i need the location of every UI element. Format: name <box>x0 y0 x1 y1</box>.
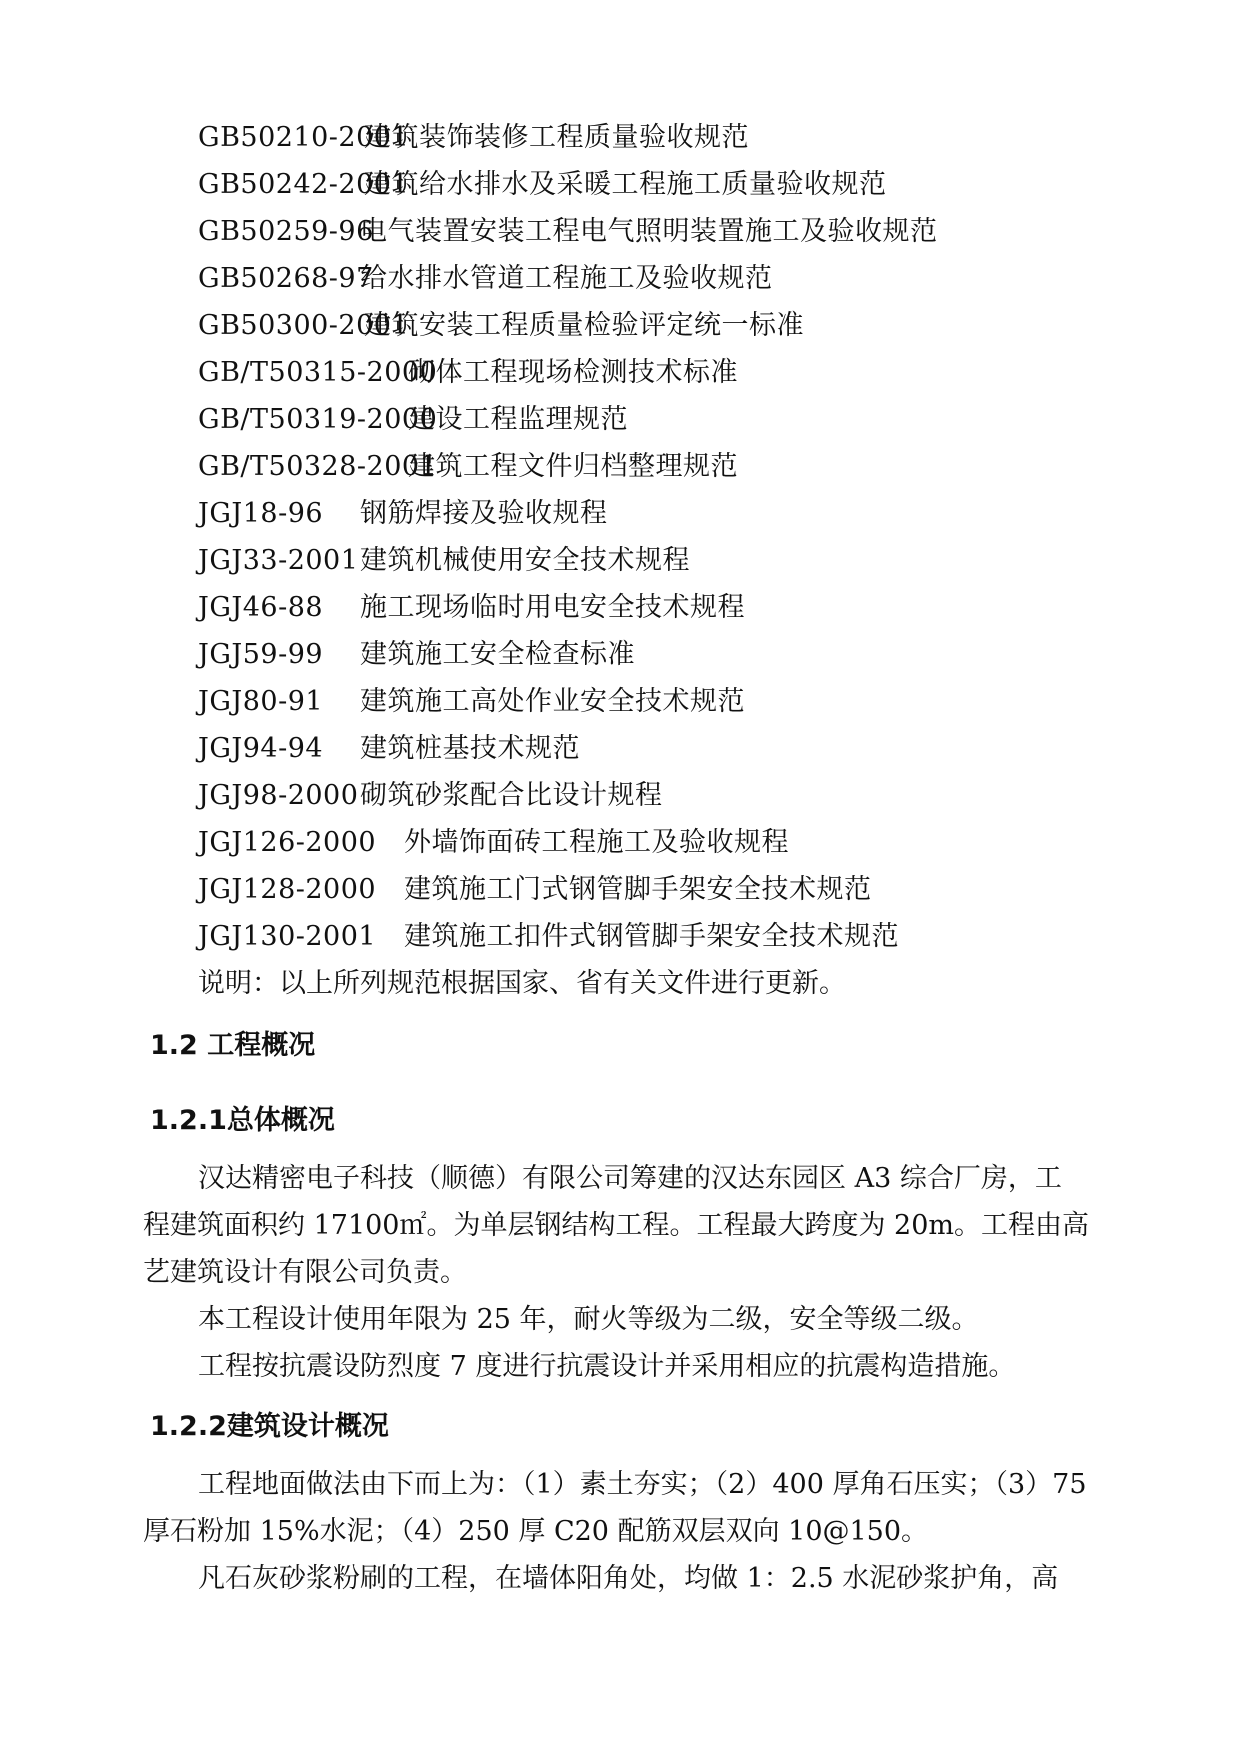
paragraph-line: 工程按抗震设防烈度 7 度进行抗震设计并采用相应的抗震构造措施。 <box>198 1351 1016 1382</box>
standard-item <box>198 870 872 910</box>
section-heading-1-2-2: 1.2.2建筑设计概况 <box>150 1411 389 1442</box>
standard-title: 建筑施工安全检查标准 <box>360 639 635 670</box>
standard-item <box>198 588 745 628</box>
standard-title: 钢筋焊接及验收规程 <box>360 498 608 529</box>
standard-title: 建筑施工高处作业安全技术规范 <box>360 686 745 717</box>
overview-paragraph <box>143 1155 1105 1390</box>
standard-title: 施工现场临时用电安全技术规程 <box>360 592 745 623</box>
standard-code: JGJ46-88 <box>198 592 324 623</box>
standard-title: 砌体工程现场检测技术标准 <box>408 357 738 388</box>
paragraph-line: 汉达精密电子科技（顺德）有限公司筹建的汉达东园区 A3 综合厂房，工 <box>198 1163 1062 1194</box>
standard-code: GB50268-97 <box>198 263 374 294</box>
standard-code: GB50210-2001 <box>198 122 410 153</box>
section-heading-1-2-1: 1.2.1总体概况 <box>150 1105 335 1136</box>
standard-item <box>198 823 789 863</box>
standard-title: 建筑机械使用安全技术规程 <box>360 545 690 576</box>
standard-title: 给水排水管道工程施工及验收规范 <box>360 263 773 294</box>
paragraph-line: 厚石粉加 15%水泥；（4）250 厚 C20 配筋双层双向 10@150。 <box>143 1516 929 1547</box>
standard-code: JGJ80-91 <box>198 686 324 717</box>
standard-code: GB/T50315-2000 <box>198 357 438 388</box>
standard-code: JGJ130-2001 <box>198 921 377 952</box>
standard-code: GB/T50319-2000 <box>198 404 438 435</box>
standard-item <box>198 447 738 487</box>
standard-item <box>198 118 749 158</box>
standard-item <box>198 494 608 534</box>
standard-title: 建筑施工门式钢管脚手架安全技术规范 <box>404 874 872 905</box>
design-paragraph <box>143 1461 1105 1602</box>
standard-title: 砌筑砂浆配合比设计规程 <box>360 780 663 811</box>
standard-item <box>198 165 887 205</box>
standard-code: GB50242-2001 <box>198 169 410 200</box>
standard-item <box>198 259 773 299</box>
paragraph-line: 本工程设计使用年限为 25 年，耐火等级为二级，安全等级二级。 <box>198 1304 979 1335</box>
standard-code: GB50300-2001 <box>198 310 410 341</box>
standard-title: 外墙饰面砖工程施工及验收规程 <box>404 827 789 858</box>
standard-item <box>198 729 580 769</box>
paragraph-line: 工程地面做法由下而上为：（1）素土夯实；（2）400 厚角石压实；（3）75 <box>198 1469 1087 1500</box>
standard-code: JGJ18-96 <box>198 498 324 529</box>
standard-title: 建设工程监理规范 <box>408 404 628 435</box>
standard-code: JGJ94-94 <box>198 733 324 764</box>
standards-note: 说明：以上所列规范根据国家、省有关文件进行更新。 <box>198 968 846 999</box>
paragraph-line: 程建筑面积约 17100㎡。为单层钢结构工程。工程最大跨度为 20m。工程由高 <box>143 1210 1090 1241</box>
standard-title: 建筑施工扣件式钢管脚手架安全技术规范 <box>404 921 899 952</box>
standard-title: 建筑桩基技术规范 <box>360 733 580 764</box>
standard-item <box>198 635 635 675</box>
standard-title: 建筑安装工程质量检验评定统一标准 <box>364 310 804 341</box>
standard-code: JGJ98-2000 <box>198 780 359 811</box>
standard-code: JGJ126-2000 <box>198 827 377 858</box>
standard-item <box>198 353 738 393</box>
standard-code: GB/T50328-2001 <box>198 451 438 482</box>
paragraph-line: 凡石灰砂浆粉刷的工程，在墙体阳角处，均做 1：2.5 水泥砂浆护角，高 <box>198 1563 1059 1594</box>
standard-item <box>198 776 663 816</box>
standard-title: 建筑装饰装修工程质量验收规范 <box>364 122 749 153</box>
standard-code: GB50259-96 <box>198 216 374 247</box>
section-heading-1-2: 1.2 工程概况 <box>150 1030 316 1061</box>
standard-item <box>198 682 745 722</box>
standard-item <box>198 212 938 252</box>
standard-code: JGJ33-2001 <box>198 545 359 576</box>
standard-title: 建筑给水排水及采暖工程施工质量验收规范 <box>364 169 887 200</box>
paragraph-line: 艺建筑设计有限公司负责。 <box>143 1257 467 1288</box>
standard-item <box>198 541 690 581</box>
standard-item <box>198 917 899 957</box>
standard-title: 电气装置安装工程电气照明装置施工及验收规范 <box>360 216 938 247</box>
standard-code: JGJ128-2000 <box>198 874 377 905</box>
standard-title: 建筑工程文件归档整理规范 <box>408 451 738 482</box>
standard-code: JGJ59-99 <box>198 639 324 670</box>
standard-item <box>198 306 804 346</box>
standard-item <box>198 400 628 440</box>
